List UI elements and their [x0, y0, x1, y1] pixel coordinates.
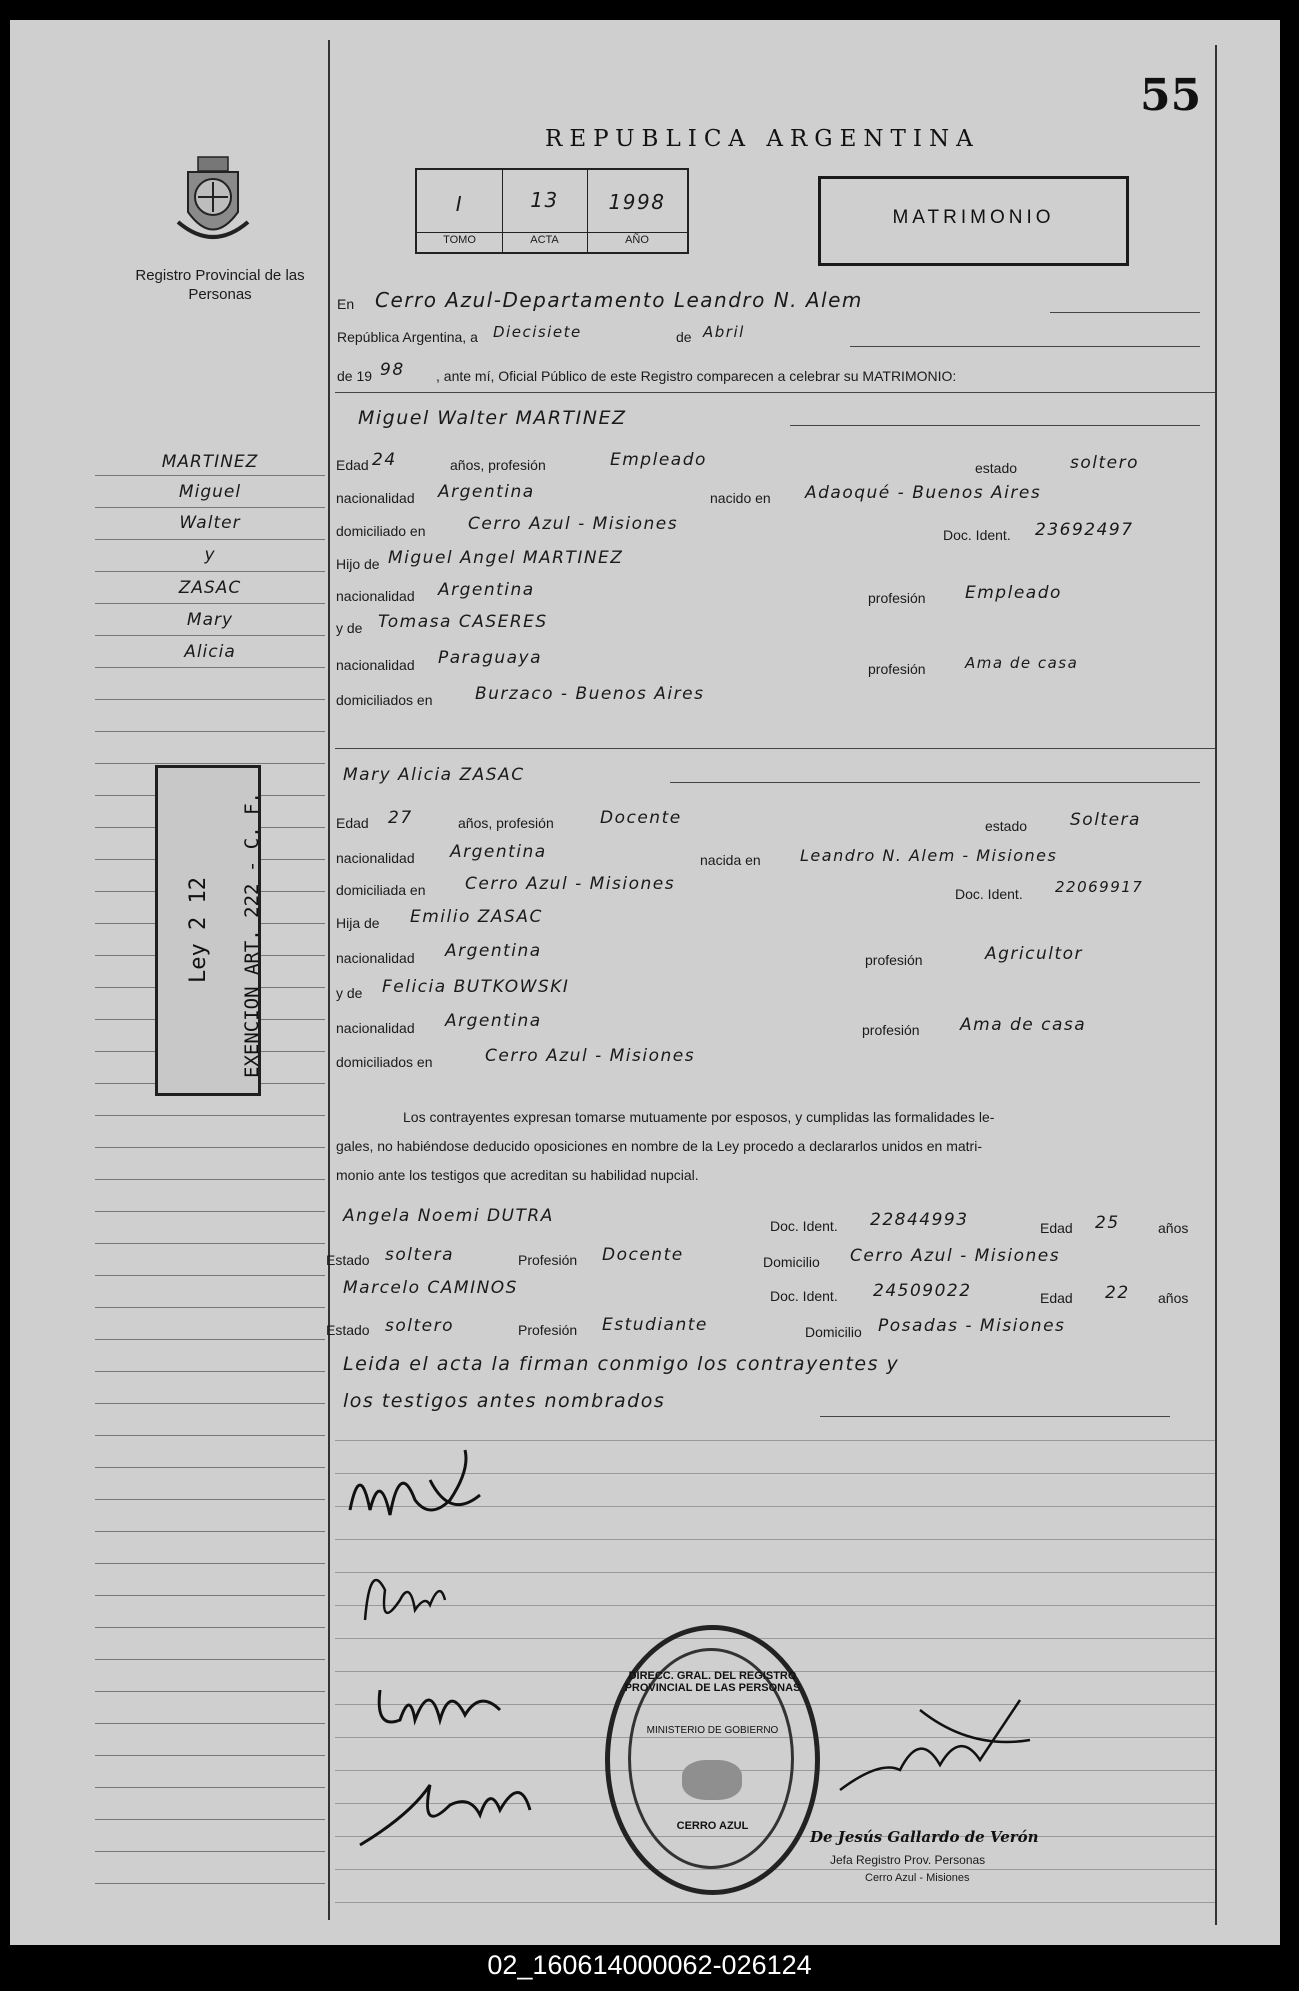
ruled-line [95, 507, 325, 508]
ruled-line [95, 731, 325, 732]
bride-father-nat-label: nacionalidad [336, 950, 415, 966]
groom-father-prof: Empleado [965, 583, 1062, 603]
official-name: De Jesús Gallardo de Verón [810, 1828, 1039, 1846]
margin-name-1: MARTINEZ [161, 452, 259, 472]
witness-1-name: Angela Noemi DUTRA [343, 1206, 554, 1226]
de-label: de [676, 329, 692, 345]
witness-2-estado: soltero [385, 1316, 454, 1336]
groom-mother-nat: Paraguaya [438, 648, 543, 668]
witness-2-estado-label: Estado [326, 1322, 370, 1338]
witness-1-age: 25 [1095, 1213, 1120, 1233]
ruled-line [95, 475, 325, 476]
stamp-ley-number: 2 12 [186, 877, 211, 930]
ruled-line [95, 1499, 325, 1500]
month: Abril [703, 323, 745, 341]
statement: , ante mí, Oficial Público de este Registro comparecen a celebrar su MATRIMONIO: [436, 368, 957, 384]
witness-1-dom-label: Domicilio [763, 1254, 820, 1270]
ruled-line [95, 1467, 325, 1468]
registry-name: Registro Provincial de las Personas [135, 267, 305, 303]
bride-parents-dom: Cerro Azul - Misiones [485, 1046, 696, 1066]
witness-1-doc-label: Doc. Ident. [770, 1218, 838, 1234]
bride-mother-nat-label: nacionalidad [336, 1020, 415, 1036]
ruled-line [95, 1819, 325, 1820]
country-title: REPUBLICA ARGENTINA [545, 126, 980, 152]
page-number: 55 [1140, 70, 1202, 121]
witness-2-doc: 24509022 [873, 1281, 972, 1301]
groom-mother-nat-label: nacionalidad [336, 657, 415, 673]
bride-nationality: Argentina [450, 842, 547, 862]
groom-profession: Empleado [610, 450, 707, 470]
groom-nationality: Argentina [438, 482, 535, 502]
bride-estado: Soltera [1070, 810, 1141, 830]
ruled-line [95, 571, 325, 572]
witness-2-profession: Estudiante [602, 1315, 708, 1335]
bride-father-prof: Agricultor [985, 944, 1084, 964]
groom-nac-label: nacionalidad [336, 490, 415, 506]
official-place: Cerro Azul - Misiones [865, 1872, 970, 1884]
witness-2-name: Marcelo CAMINOS [343, 1278, 518, 1298]
witness-1-domicile: Cerro Azul - Misiones [850, 1246, 1061, 1266]
bride-nac-label: nacionalidad [336, 850, 415, 866]
witness-2-age: 22 [1105, 1283, 1130, 1303]
ruled-line [95, 1883, 325, 1884]
witness-2-prof-label: Profesión [518, 1322, 578, 1338]
signature-witness-2 [350, 1755, 550, 1855]
bride-dom-label: domiciliada en [336, 882, 426, 898]
witness-1-profession: Docente [602, 1245, 684, 1265]
ruled-line [95, 1403, 325, 1404]
year-suffix: 98 [380, 360, 405, 380]
groom-father-prof-label: profesión [868, 590, 926, 606]
groom-nacido-label: nacido en [710, 490, 771, 506]
year-prefix: de 19 [337, 368, 373, 384]
bride-mother-prof-label: profesión [862, 1022, 920, 1038]
groom-estado-label: estado [975, 460, 1018, 476]
witness-1-estado-label: Estado [326, 1252, 370, 1268]
witness-2-edad-label: Edad [1040, 1290, 1073, 1306]
ruled-line [95, 1691, 325, 1692]
margin-divider [328, 40, 330, 1920]
ruled-line [335, 1605, 1215, 1606]
bride-father-prof-label: profesión [865, 952, 923, 968]
ano-label: AÑO [625, 234, 649, 246]
groom-dom-label: domiciliado en [336, 523, 426, 539]
witness-1-estado: soltera [385, 1245, 455, 1265]
margin-name-2: Miguel [178, 482, 242, 502]
en-label: En [337, 296, 355, 312]
groom-hijo-label: Hijo de [336, 556, 380, 572]
margin-name-6: Mary [186, 610, 234, 630]
bride-anos-label: años, profesión [458, 815, 554, 831]
ruled-line [335, 1572, 1215, 1573]
official-seal [605, 1625, 820, 1895]
doc-type-box [818, 176, 1129, 266]
groom-parents-dom: Burzaco - Buenos Aires [475, 684, 705, 704]
groom-father-nat: Argentina [438, 580, 535, 600]
witness-2-anos-label: años [1158, 1290, 1189, 1306]
ruled-line [95, 603, 325, 604]
witness-2-domicile: Posadas - Misiones [878, 1316, 1066, 1336]
ruled-line [95, 635, 325, 636]
acta-value: 13 [530, 188, 559, 212]
declaration-line-3: monio ante los testigos que acreditan su habilidad nupcial. [336, 1167, 699, 1183]
document-page [10, 20, 1280, 1945]
ruled-line [95, 1435, 325, 1436]
ruled-line [95, 1627, 325, 1628]
declaration-line-1: Los contrayentes expresan tomarse mutuamente por esposos, y cumplidas las formalidades le- [403, 1109, 995, 1125]
ano-value: 1998 [608, 190, 666, 214]
bride-nacido-label: nacida en [700, 852, 761, 868]
signature-official [820, 1670, 1050, 1820]
ruled-line [95, 1147, 325, 1148]
groom-father: Miguel Angel MARTINEZ [388, 548, 624, 568]
ruled-line [95, 667, 325, 668]
closing-line-1: Leida el acta la firman conmigo los contrayentes y [343, 1353, 900, 1375]
groom-domicile: Cerro Azul - Misiones [468, 514, 679, 534]
signature-witness-1 [370, 1660, 520, 1740]
ruled-line [95, 1723, 325, 1724]
section-divider [335, 748, 1215, 749]
file-id: 02_160614000062-026124 [487, 1950, 812, 1980]
ruled-line [95, 1659, 325, 1660]
place: Cerro Azul-Departamento Leandro N. Alem [375, 288, 863, 312]
ruled-line [95, 1243, 325, 1244]
witness-1-anos-label: años [1158, 1220, 1189, 1236]
right-border [1215, 45, 1217, 1925]
bride-estado-label: estado [985, 818, 1028, 834]
tomo-value: I [455, 192, 464, 216]
bride-mother-prof: Ama de casa [960, 1015, 1087, 1035]
witness-2-dom-label: Domicilio [805, 1324, 862, 1340]
bride-edad-label: Edad [336, 815, 369, 831]
acta-label: ACTA [530, 234, 559, 246]
groom-age: 24 [372, 450, 397, 470]
ruled-line [95, 763, 325, 764]
declaration-line-2: gales, no habiéndose deducido oposiciones en nombre de la Ley procedo a declararlos unidos en matri- [336, 1138, 982, 1154]
bride-mother-nat: Argentina [445, 1011, 542, 1031]
seal-outer-text: DIRECC. GRAL. DEL REGISTRO PROVINCIAL DE LAS PERSONAS [624, 1670, 801, 1694]
groom-mother-prof-label: profesión [868, 661, 926, 677]
ruled-line [95, 1851, 325, 1852]
margin-name-5: ZASAC [178, 578, 242, 598]
bride-birthplace: Leandro N. Alem - Misiones [800, 846, 1058, 865]
signature-groom [340, 1440, 490, 1540]
bride-parents-dom-label: domiciliados en [336, 1054, 433, 1070]
bride-doc: 22069917 [1055, 878, 1144, 896]
bride-father-nat: Argentina [445, 941, 542, 961]
witness-1-edad-label: Edad [1040, 1220, 1073, 1236]
witness-1-prof-label: Profesión [518, 1252, 578, 1268]
groom-estado: soltero [1070, 453, 1139, 473]
coat-of-arms-emblem [168, 152, 258, 252]
ruled-line [95, 539, 325, 540]
ruled-line [95, 1755, 325, 1756]
seal-inner-text: MINISTERIO DE GOBIERNO [646, 1725, 779, 1736]
ruled-line [95, 699, 325, 700]
stamp-exencion: EXENCION ART. 222 - C. F. [241, 792, 263, 1078]
day: Diecisiete [493, 323, 582, 341]
ruled-line [95, 1563, 325, 1564]
bride-name: Mary Alicia ZASAC [343, 765, 525, 785]
groom-father-nat-label: nacionalidad [336, 588, 415, 604]
official-title: Jefa Registro Prov. Personas [830, 1853, 986, 1867]
bride-profession: Docente [600, 808, 682, 828]
closing-line-2: los testigos antes nombrados [343, 1390, 666, 1412]
ruled-line [95, 1179, 325, 1180]
groom-yde-label: y de [336, 620, 363, 636]
republica-label: República Argentina, a [337, 329, 478, 345]
margin-name-4: y [204, 545, 216, 565]
groom-anos-label: años, profesión [450, 457, 546, 473]
groom-doc-label: Doc. Ident. [943, 527, 1011, 543]
ruled-line [95, 1275, 325, 1276]
bride-mother: Felicia BUTKOWSKI [382, 977, 570, 997]
tomo-label: TOMO [443, 234, 476, 246]
ruled-line [95, 1531, 325, 1532]
groom-doc: 23692497 [1035, 520, 1134, 540]
ruled-line [95, 1787, 325, 1788]
seal-emblem [682, 1760, 742, 1800]
bride-yde-label: y de [336, 985, 363, 1001]
ruled-line [95, 1595, 325, 1596]
ruled-line [95, 1339, 325, 1340]
ruled-line [95, 1371, 325, 1372]
groom-parents-dom-label: domiciliados en [336, 692, 433, 708]
bride-age: 27 [388, 808, 413, 828]
groom-birthplace: Adaoqué - Buenos Aires [805, 483, 1042, 503]
doc-type: MATRIMONIO [892, 207, 1055, 228]
ruled-line [95, 1211, 325, 1212]
bride-father: Emilio ZASAC [410, 907, 543, 927]
section-divider [335, 392, 1215, 393]
record-number-box [415, 168, 689, 254]
margin-name-3: Walter [179, 513, 241, 533]
groom-name: Miguel Walter MARTINEZ [358, 407, 627, 429]
stamp-ley: Ley [186, 943, 211, 983]
witness-1-doc: 22844993 [870, 1210, 969, 1230]
groom-mother: Tomasa CASERES [378, 612, 548, 632]
bride-domicile: Cerro Azul - Misiones [465, 874, 676, 894]
exemption-stamp [155, 765, 261, 1096]
ruled-line [95, 1115, 325, 1116]
seal-bottom-text: CERRO AZUL [676, 1820, 749, 1832]
signature-bride [355, 1550, 455, 1640]
ruled-line [335, 1902, 1215, 1903]
witness-2-doc-label: Doc. Ident. [770, 1288, 838, 1304]
bride-doc-label: Doc. Ident. [955, 886, 1023, 902]
bride-hijo-label: Hija de [336, 915, 380, 931]
margin-name-7: Alicia [184, 642, 236, 662]
ruled-line [95, 1307, 325, 1308]
ruled-line [335, 1638, 1215, 1639]
groom-edad-label: Edad [336, 457, 369, 473]
groom-mother-prof: Ama de casa [965, 654, 1079, 672]
